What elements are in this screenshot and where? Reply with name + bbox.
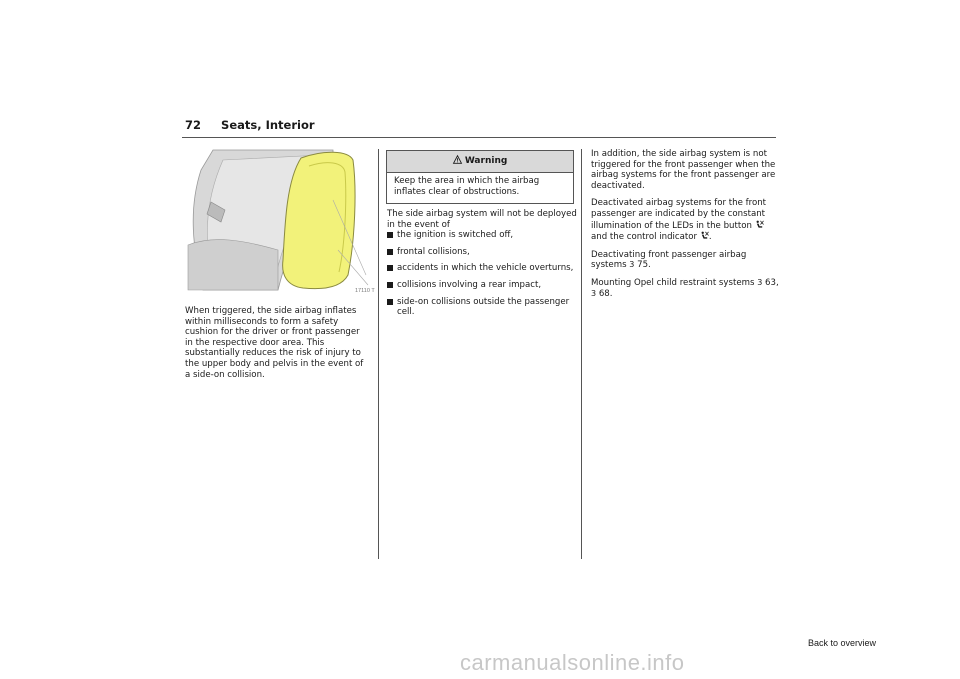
paragraph-not-triggered: In addition, the side airbag system is not triggered for the front passenger when the airbag systems for the front passenger are deactivated.	[591, 149, 776, 191]
warning-box	[386, 150, 574, 204]
list-item: accidents in which the vehicle overturns,	[387, 263, 577, 274]
page-link-63[interactable]: 63,	[765, 277, 779, 288]
column-divider-1	[378, 149, 379, 559]
site-watermark: carmanualsonline.info	[460, 650, 685, 675]
bullet-square-icon	[387, 265, 393, 271]
bullet-square-icon	[387, 249, 393, 255]
column-3	[591, 149, 779, 306]
figure-code: 17110 T	[355, 288, 375, 294]
list-item: side-on collisions outside the passenger cell.	[387, 297, 577, 318]
column-divider-2	[581, 149, 582, 559]
warning-triangle-icon	[453, 155, 462, 164]
list-item: collisions involving a rear impact,	[387, 280, 577, 291]
bullet-list	[387, 230, 577, 318]
warning-text: Keep the area in which the airbag inflates clear of obstructions.	[394, 176, 540, 197]
list-item: frontal collisions,	[387, 247, 577, 258]
back-to-overview-link[interactable]: Back to overview	[808, 638, 877, 648]
bullet-square-icon	[387, 232, 393, 238]
deactivating-reference: Deactivating front passenger airbag systems 3 75.	[591, 249, 747, 271]
warning-header	[387, 151, 573, 173]
page-link-75[interactable]: 75.	[637, 260, 651, 271]
child-restraint-reference: Mounting Opel child restraint systems 3 63, 3 68.	[591, 277, 779, 299]
section-title: Seats, Interior	[221, 118, 315, 132]
header-rule	[182, 137, 776, 138]
reference-arrow-icon: 3	[757, 277, 763, 287]
side-airbag-illustration	[183, 150, 375, 296]
airbag-off-indicator-icon	[700, 231, 709, 240]
deployment-intro: The side airbag system will not be deployed in the event of	[387, 209, 577, 230]
bullet-square-icon	[387, 299, 393, 305]
warning-title: Warning	[464, 156, 508, 166]
column-1	[185, 306, 370, 387]
reference-arrow-icon: 3	[591, 288, 597, 298]
reference-arrow-icon: 3	[629, 260, 635, 270]
page-number: 72	[185, 118, 202, 132]
page-link-68[interactable]: 68.	[598, 288, 613, 299]
list-item: the ignition is switched off,	[387, 230, 577, 241]
bullet-square-icon	[387, 282, 393, 288]
column-2	[387, 209, 577, 324]
airbag-off-icon	[755, 220, 764, 229]
paragraph-deactivated-indication: Deactivated airbag systems for the front passenger are indicated by the constant illumination of the LEDs in the button and the control indicator .	[591, 198, 767, 243]
page-header	[185, 118, 315, 132]
airbag-description: When triggered, the side airbag inflates within milliseconds to form a safety cushion for the driver or front passenger in the respective door area. This substantially reduces the risk of injury to the upper body and pelvis in the event of a side-on collision.	[185, 306, 364, 380]
